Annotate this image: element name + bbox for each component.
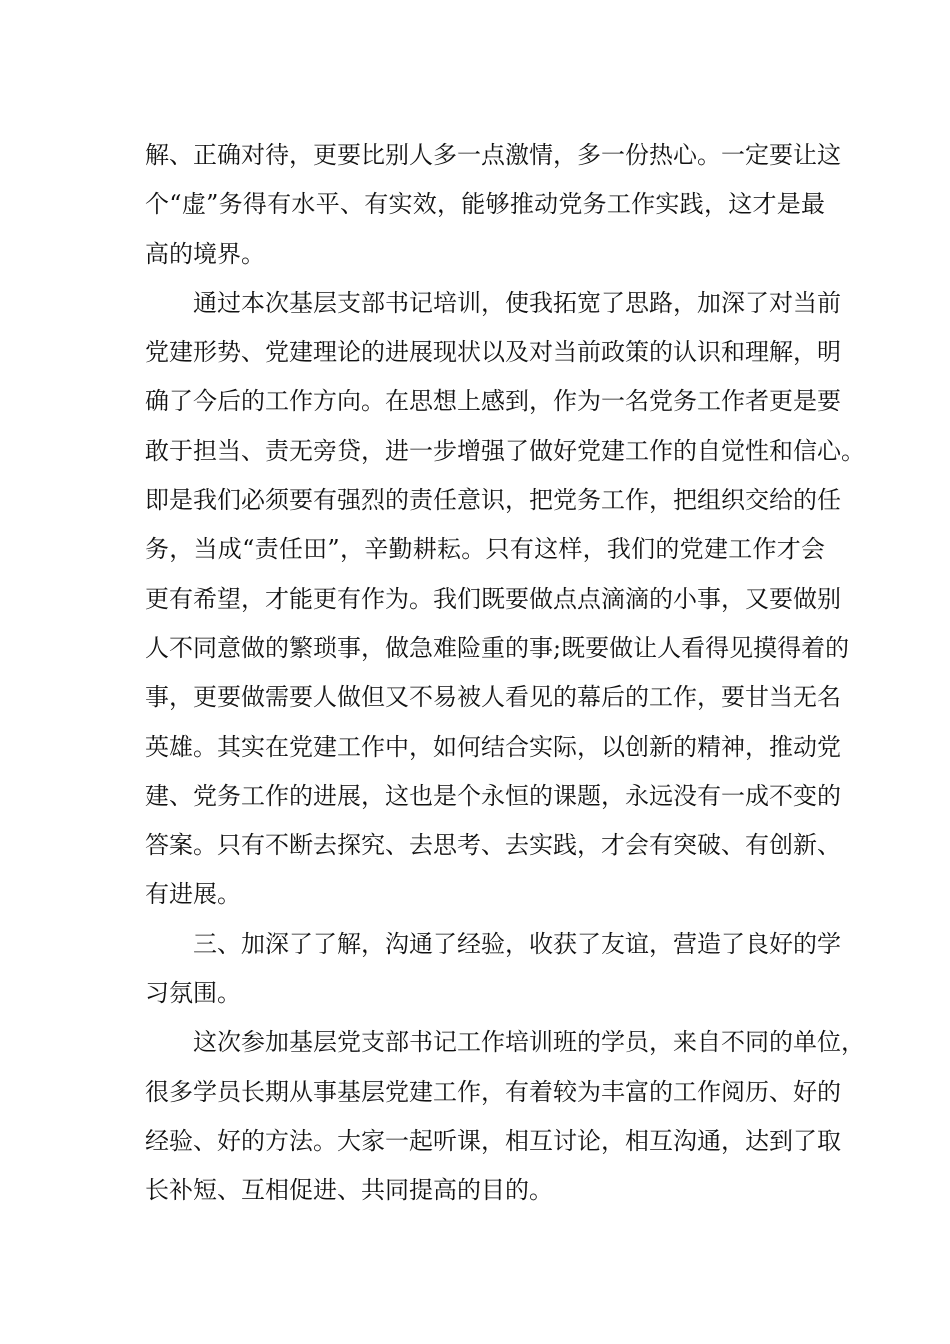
text-line: 事 ， 更 要 做 需 要 人 做 但 又 不 易 被 人 看 见 的 幕 后 的 工 作 ， 要 甘 当 无 名 — [145, 683, 841, 712]
text-line: 有进展。 — [145, 880, 241, 909]
text-line: 通 过 本 次 基 层 支 部 书 记 培 训 ， 使 我 拓 宽 了 思 路 ， 加 深 了 对 当 前 — [193, 288, 841, 317]
text-line: 个 “ 虚 ” 务 得 有 水 平 、 有 实 效 ， 能 够 推 动 党 务 工 作 实 践 ， 这 才 是 最 — [145, 190, 825, 219]
text-line: 英 雄 。 其 实 在 党 建 工 作 中 ， 如 何 结 合 实 际 ， 以 创 新 的 精 神 ， 推 动 党 — [145, 732, 841, 761]
text-line: 党 建 形 势 、 党 建 理 论 的 进 展 现 状 以 及 对 当 前 政 策 的 认 识 和 理 解 ， 明 — [145, 338, 841, 367]
text-line: 更 有 希 望 ， 才 能 更 有 作 为 。 我 们 既 要 做 点 点 滴 滴 的 小 事 ， 又 要 做 别 — [145, 584, 841, 613]
text-line: 经 验 、 好 的 方 法 。 大 家 一 起 听 课 ， 相 互 讨 论 ， 相 互 沟 通 ， 达 到 了 取 — [145, 1126, 841, 1155]
text-line: 很 多 学 员 长 期 从 事 基 层 党 建 工 作 ， 有 着 较 为 丰 富 的 工 作 阅 历 、 好 的 — [145, 1077, 841, 1106]
text-line: 务 ， 当 成 “ 责 任 田 ” ， 辛 勤 耕 耘 。 只 有 这 样 ， 我 们 的 党 建 工 作 才 会 — [145, 535, 825, 564]
document-body — [145, 131, 865, 1216]
text-line: 人 不 同 意 做 的 繁 琐 事 ， 做 急 难 险 重 的 事 ; 既 要 做 让 人 看 得 见 摸 得 着 的 — [145, 633, 850, 662]
text-line: 长补短、互相促进、共同提高的目的。 — [145, 1176, 553, 1205]
text-line: 习氛围。 — [145, 979, 241, 1008]
text-line: 答 案 。 只 有 不 断 去 探 究 、 去 思 考 、 去 实 践 ， 才 会 有 突 破 、 有 创 新 、 — [145, 831, 841, 860]
text-line: 即 是 我 们 必 须 要 有 强 烈 的 责 任 意 识 ， 把 党 务 工 作 ， 把 组 织 交 给 的 任 — [145, 486, 841, 515]
text-line: 建 、 党 务 工 作 的 进 展 ， 这 也 是 个 永 恒 的 课 题 ， 永 远 没 有 一 成 不 变 的 — [145, 781, 841, 810]
text-line: 敢 于 担 当 、 责 无 旁 贷 ， 进 一 步 增 强 了 做 好 党 建 工 作 的 自 觉 性 和 信 心 。 — [145, 436, 865, 465]
text-line: 三 、 加 深 了 了 解 ， 沟 通 了 经 验 ， 收 获 了 友 谊 ， 营 造 了 良 好 的 学 — [193, 929, 841, 958]
text-line: 这 次 参 加 基 层 党 支 部 书 记 工 作 培 训 班 的 学 员 ， 来 自 不 同 的 单 位 ， — [193, 1028, 865, 1057]
text-line: 确 了 今 后 的 工 作 方 向 。 在 思 想 上 感 到 ， 作 为 一 名 党 务 工 作 者 更 是 要 — [145, 387, 841, 416]
text-line: 解 、 正 确 对 待 ， 更 要 比 别 人 多 一 点 激 情 ， 多 一 份 热 心 。 一 定 要 让 这 — [145, 141, 841, 169]
text-line: 高的境界。 — [145, 239, 265, 268]
